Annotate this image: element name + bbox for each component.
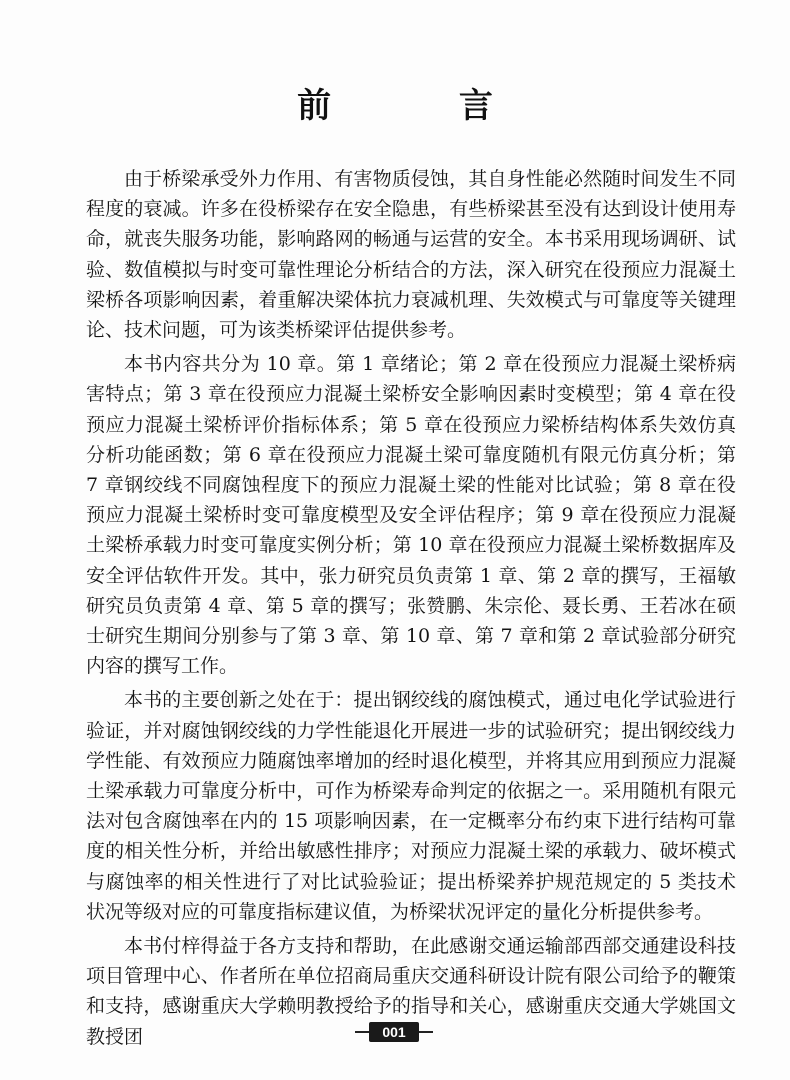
paragraph-1: 由于桥梁承受外力作用、有害物质侵蚀，其自身性能必然随时间发生不同程度的衰减。许多在役桥梁存在安全隐患，有些桥梁甚至没有达到设计使用寿命，就丧失服务功能，影响路网的畅通与运营的安全。本书采用现场调研、试验、数值模拟与时变可靠性理论分析结合的方法，深入研究在役预应力混凝土梁桥各项影响因素，着重解决梁体抗力衰减机理、失效模式与可靠度等关键理论、技术问题，可为该类桥梁评估提供参考。 [86,168,736,342]
page-footer [0,1022,790,1042]
page-number: 001 [369,1022,419,1042]
footer-rule-right [419,1031,433,1033]
paragraph-3: 本书的主要创新之处在于：提出钢绞线的腐蚀模式，通过电化学试验进行验证，并对腐蚀钢绞线的力学性能退化开展进一步的试验研究；提出钢绞线力学性能、有效预应力随腐蚀率增加的经时退化模型，并将其应用到预应力混凝土梁承载力可靠度分析中，可作为桥梁寿命判定的依据之一。采用随机有限元法对包含腐蚀率在内的 15 项影响因素，在一定概率分布约束下进行结构可靠度的相关性分析，并给出敏感性排序；对预应力混凝土梁的承载力、破坏模式与腐蚀率的相关性进行了对比试验验证；提出桥梁养护规范规定的 5 类技术状况等级对应的可靠度指标建议值，为桥梁状况评定的量化分析提供参考。 [86,689,736,923]
paragraph-4: 本书付梓得益于各方支持和帮助，在此感谢交通运输部西部交通建设科技项目管理中心、作者所在单位招商局重庆交通科研设计院有限公司给予的鞭策和支持，感谢重庆大学赖明教授给予的指导和关心，感谢重庆交通大学姚国文教授团 [86,935,736,1048]
paragraph-2: 本书内容共分为 10 章。第 1 章绪论；第 2 章在役预应力混凝土梁桥病害特点；第 3 章在役预应力混凝土梁桥安全影响因素时变模型；第 4 章在役预应力混凝土梁桥评价指标体系；第 5 章在役预应力梁桥结构体系失效仿真分析功能函数；第 6 章在役预应力混凝土梁可靠度随机有限元仿真分析；第 7 章钢绞线不同腐蚀程度下的预应力混凝土梁的性能对比试验；第 8 章在役预应力混凝土梁桥时变可靠度模型及安全评估程序；第 9 章在役预应力混凝土梁桥承载力时变可靠度实例分析；第 10 章在役预应力混凝土梁桥数据库及安全评估软件开发。其中，张力研究员负责第 1 章、第 2 章的撰写，王福敏研究员负责第 4 章、第 5 章的撰写；张赞鹏、朱宗伦、聂长勇、王若冰在硕士研究生期间分别参与了第 3 章、第 10 章、第 7 章和第 2 章试验部分研究内容的撰写工作。 [86,353,736,678]
preface-body [86,164,736,1056]
page-title: 前 言 [297,86,551,126]
footer-rule-left [355,1031,369,1033]
